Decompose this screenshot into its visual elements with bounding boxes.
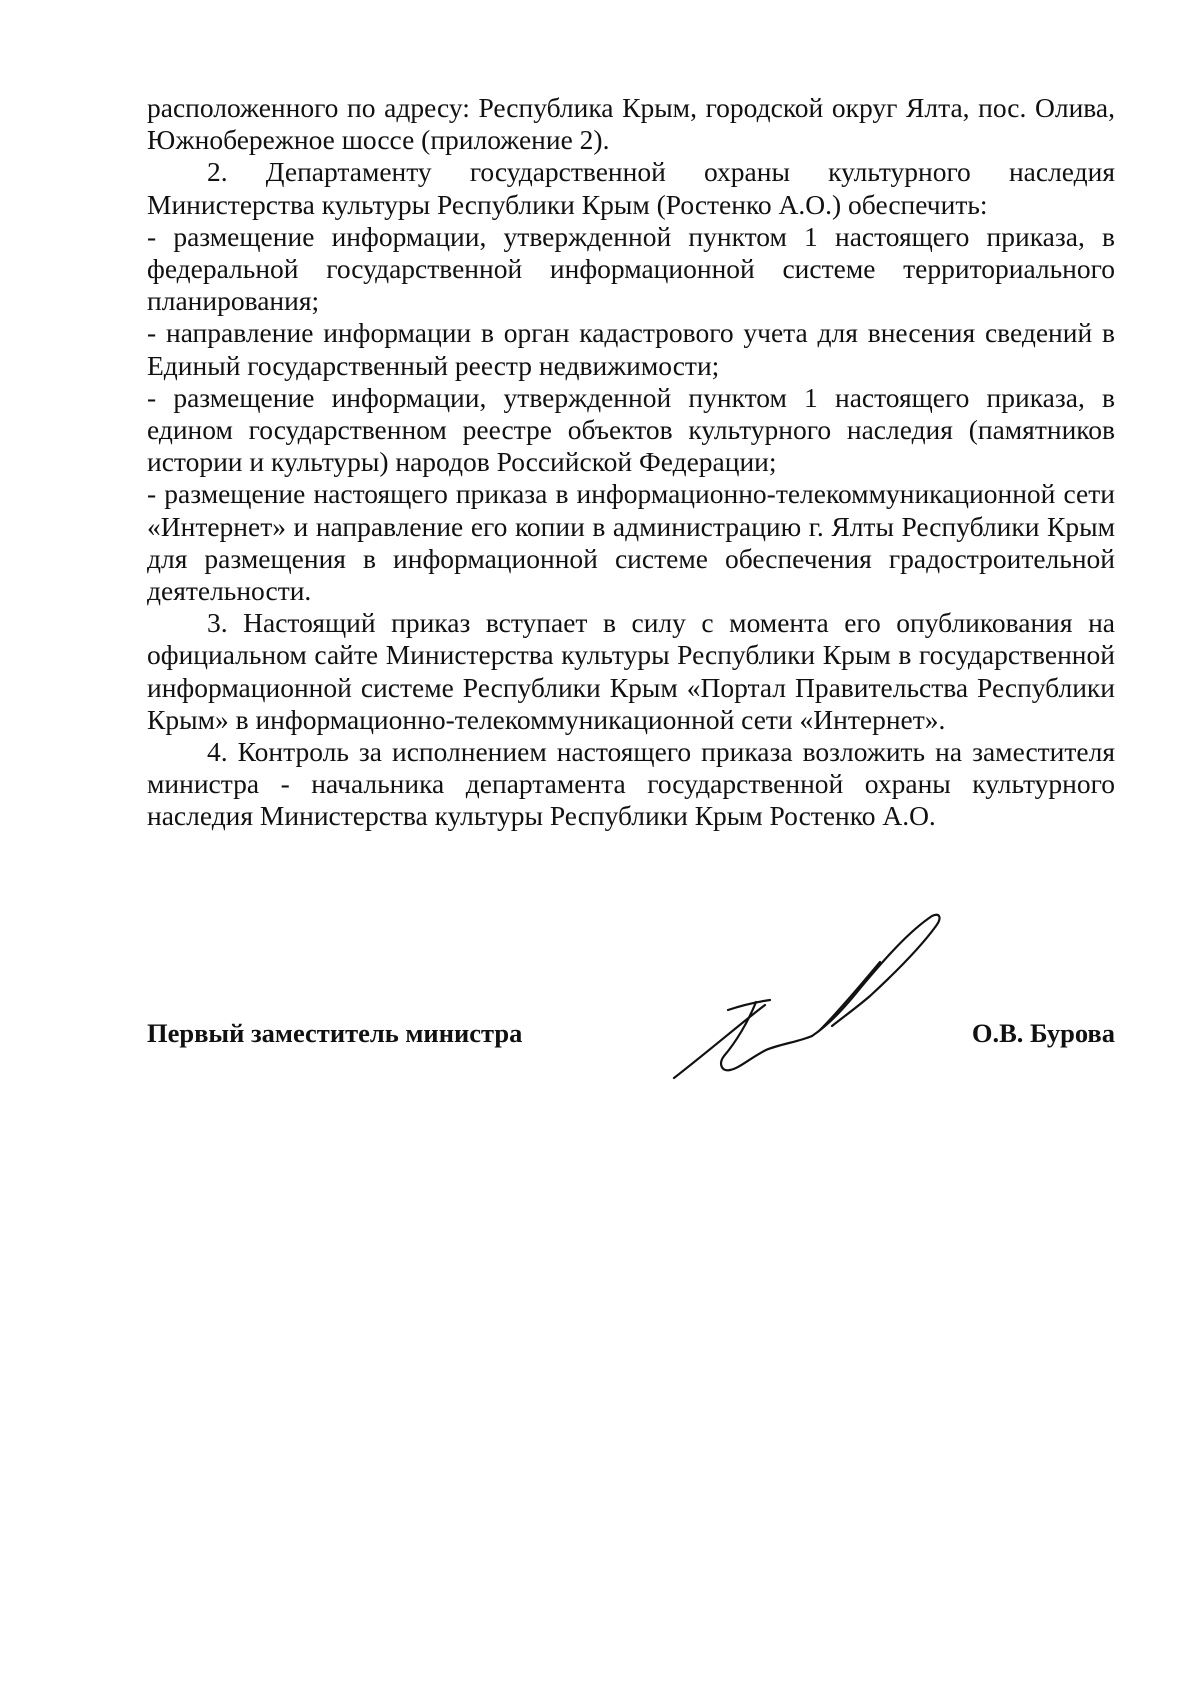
paragraph-item-2: 2. Департаменту государственной охраны культурного наследия Министерства культуры Республики Крым (Ростенко А.О.) обеспечить: <box>147 156 1115 220</box>
bullet-heritage-registry: - размещение информации, утвержденной пунктом 1 настоящего приказа, в едином государственном реестре объектов культурного наследия (памятников истории и культуры) народов Российской Федерации; <box>147 381 1115 478</box>
signature-block <box>147 1018 1115 1058</box>
signatory-name: О.В. Бурова <box>971 1018 1115 1048</box>
bullet-territorial-planning: - размещение информации, утвержденной пунктом 1 настоящего приказа, в федеральной государственной информационной системе территориального планирования; <box>147 220 1115 317</box>
paragraph-item-3: 3. Настоящий приказ вступает в силу с момента его опубликования на официальном сайте Министерства культуры Республики Крым в государственной информационной системе Республики Крым «Портал Правительства Республики Крым» в информационно-телекоммуникационной сети «Интернет». <box>147 607 1115 735</box>
bullet-internet-publication: - размещение настоящего приказа в информационно-телекоммуникационной сети «Интернет» и направление его копии в администрацию г. Ялты Республики Крым для размещения в информационной системе обеспечения градостроительной деятельности. <box>147 478 1115 607</box>
signatory-position-title: Первый заместитель министра <box>147 1018 523 1048</box>
bullet-cadastral-registry: - направление информации в орган кадастрового учета для внесения сведений в Единый государственный реестр недвижимости; <box>147 317 1115 381</box>
document-body <box>147 92 1115 833</box>
paragraph-item-4: 4. Контроль за исполнением настоящего приказа возложить на заместителя министра - начальника департамента государственной охраны культурного наследия Министерства культуры Республики Крым Ростенко А.О. <box>147 736 1115 832</box>
paragraph-address-continuation: расположенного по адресу: Республика Крым, городской округ Ялта, пос. Олива, Южнобережное шоссе (приложение 2). <box>147 92 1115 156</box>
